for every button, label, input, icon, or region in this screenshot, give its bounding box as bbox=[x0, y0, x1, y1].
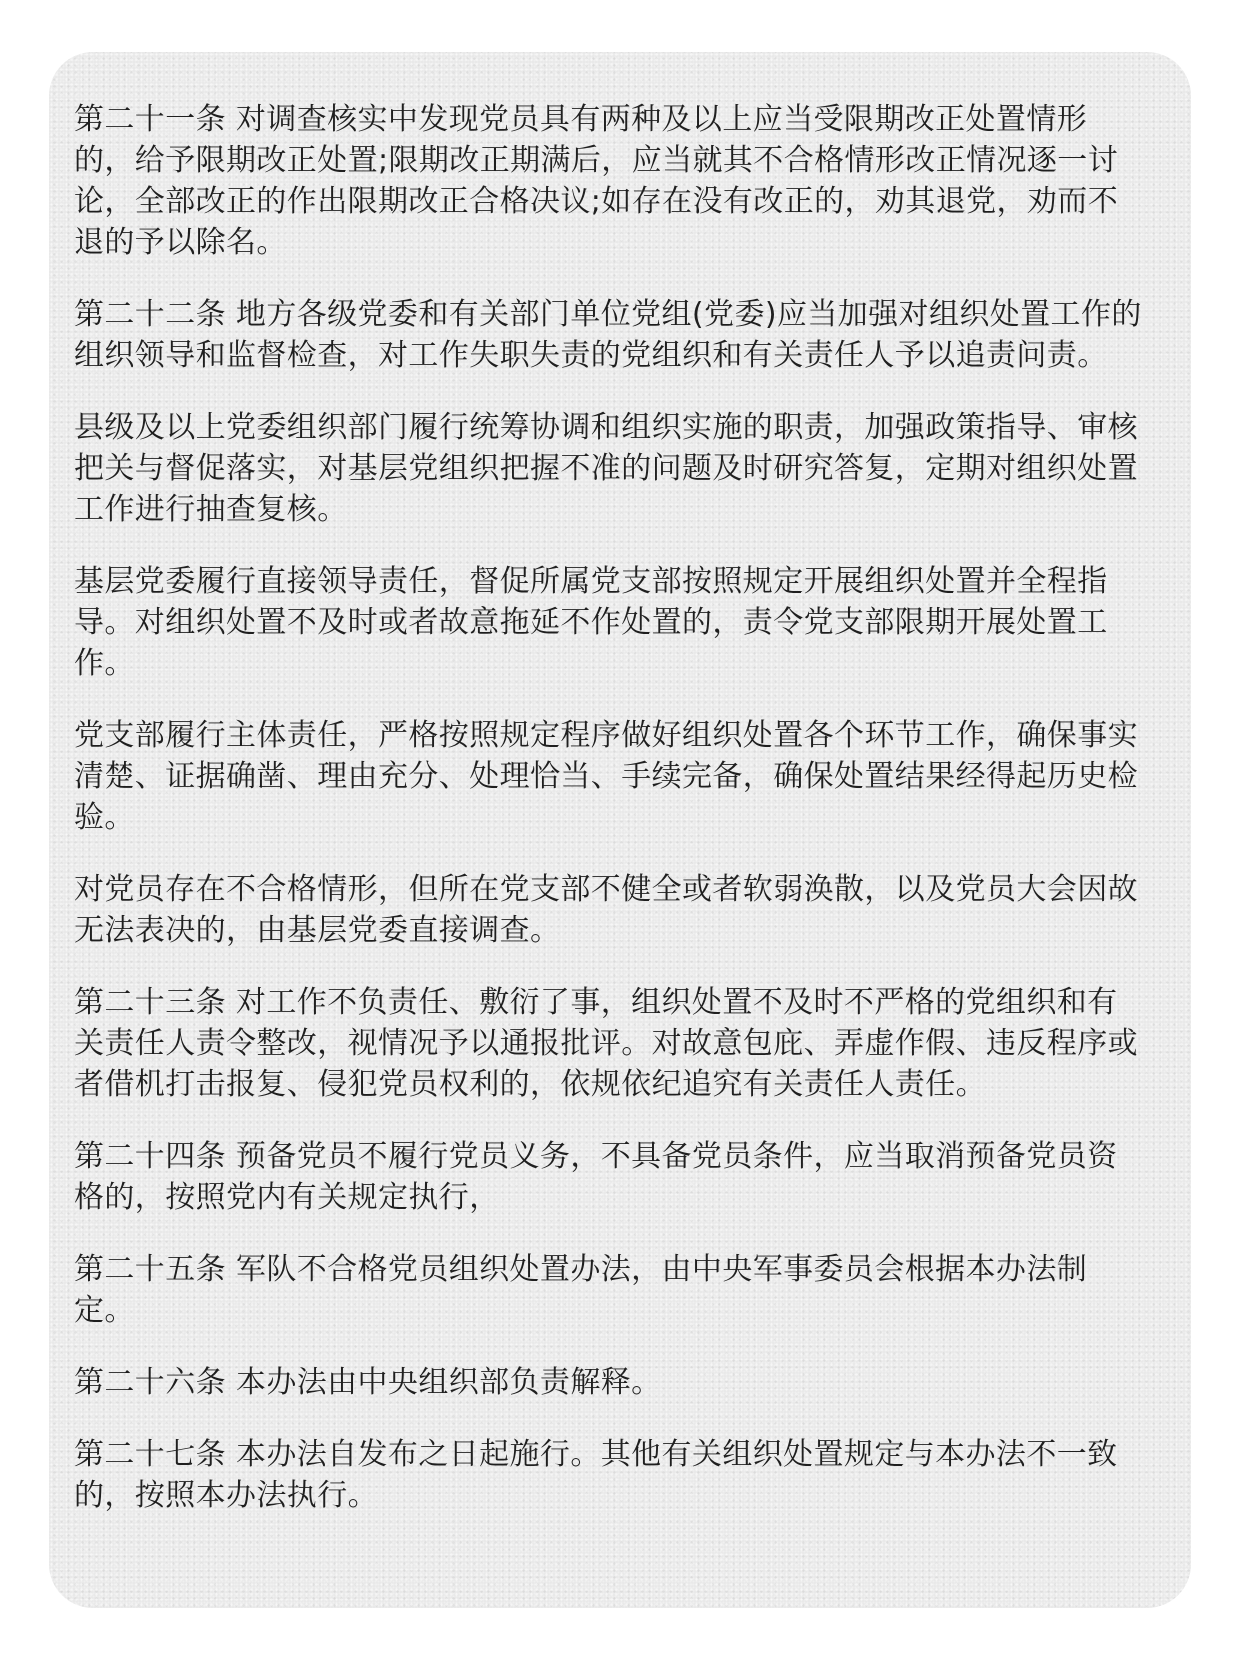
article-26-paragraph: 第二十六条 本办法由中央组织部负责解释。 bbox=[74, 1365, 662, 1400]
article-24-paragraph: 第二十四条 预备党员不履行党员义务，不具备党员条件，应当取消预备党员资格的，按照党内有关规定执行， bbox=[74, 1139, 1118, 1215]
article-23-paragraph: 第二十三条 对工作不负责任、敷衍了事，组织处置不及时不严格的党组织和有关责任人责令整改，视情况予以通报批评。对故意包庇、弄虚作假、违反程序或者借机打击报复、侵犯党员权利的，依规依纪追究有关责任人责任。 bbox=[74, 985, 1138, 1102]
grassroots-committee-paragraph: 基层党委履行直接领导责任，督促所属党支部按照规定开展组织处置并全程指导。对组织处置不及时或者故意拖延不作处置的，责令党支部限期开展处置工作。 bbox=[74, 564, 1108, 681]
party-branch-paragraph: 党支部履行主体责任，严格按照规定程序做好组织处置各个环节工作，确保事实清楚、证据确凿、理由充分、处理恰当、手续完备，确保处置结果经得起历史检验。 bbox=[74, 718, 1138, 835]
article-22-paragraph: 第二十二条 地方各级党委和有关部门单位党组(党委)应当加强对组织处置工作的组织领导和监督检查，对工作失职失责的党组织和有关责任人予以追责问责。 bbox=[74, 297, 1142, 373]
direct-investigation-paragraph: 对党员存在不合格情形，但所在党支部不健全或者软弱涣散，以及党员大会因故无法表决的，由基层党委直接调查。 bbox=[74, 872, 1138, 948]
document-card bbox=[49, 52, 1191, 1608]
county-committee-paragraph: 县级及以上党委组织部门履行统筹协调和组织实施的职责，加强政策指导、审核把关与督促落实，对基层党组织把握不准的问题及时研究答复，定期对组织处置工作进行抽查复核。 bbox=[74, 410, 1138, 527]
article-27-paragraph: 第二十七条 本办法自发布之日起施行。其他有关组织处置规定与本办法不一致的，按照本办法执行。 bbox=[74, 1437, 1118, 1513]
article-21-paragraph: 第二十一条 对调查核实中发现党员具有两种及以上应当受限期改正处置情形的，给予限期改正处置;限期改正期满后，应当就其不合格情形改正情况逐一讨论，全部改正的作出限期改正合格决议;如存在没有改正的，劝其退党，劝而不退的予以除名。 bbox=[74, 102, 1119, 260]
article-25-paragraph: 第二十五条 军队不合格党员组织处置办法，由中央军事委员会根据本办法制定。 bbox=[74, 1252, 1088, 1328]
